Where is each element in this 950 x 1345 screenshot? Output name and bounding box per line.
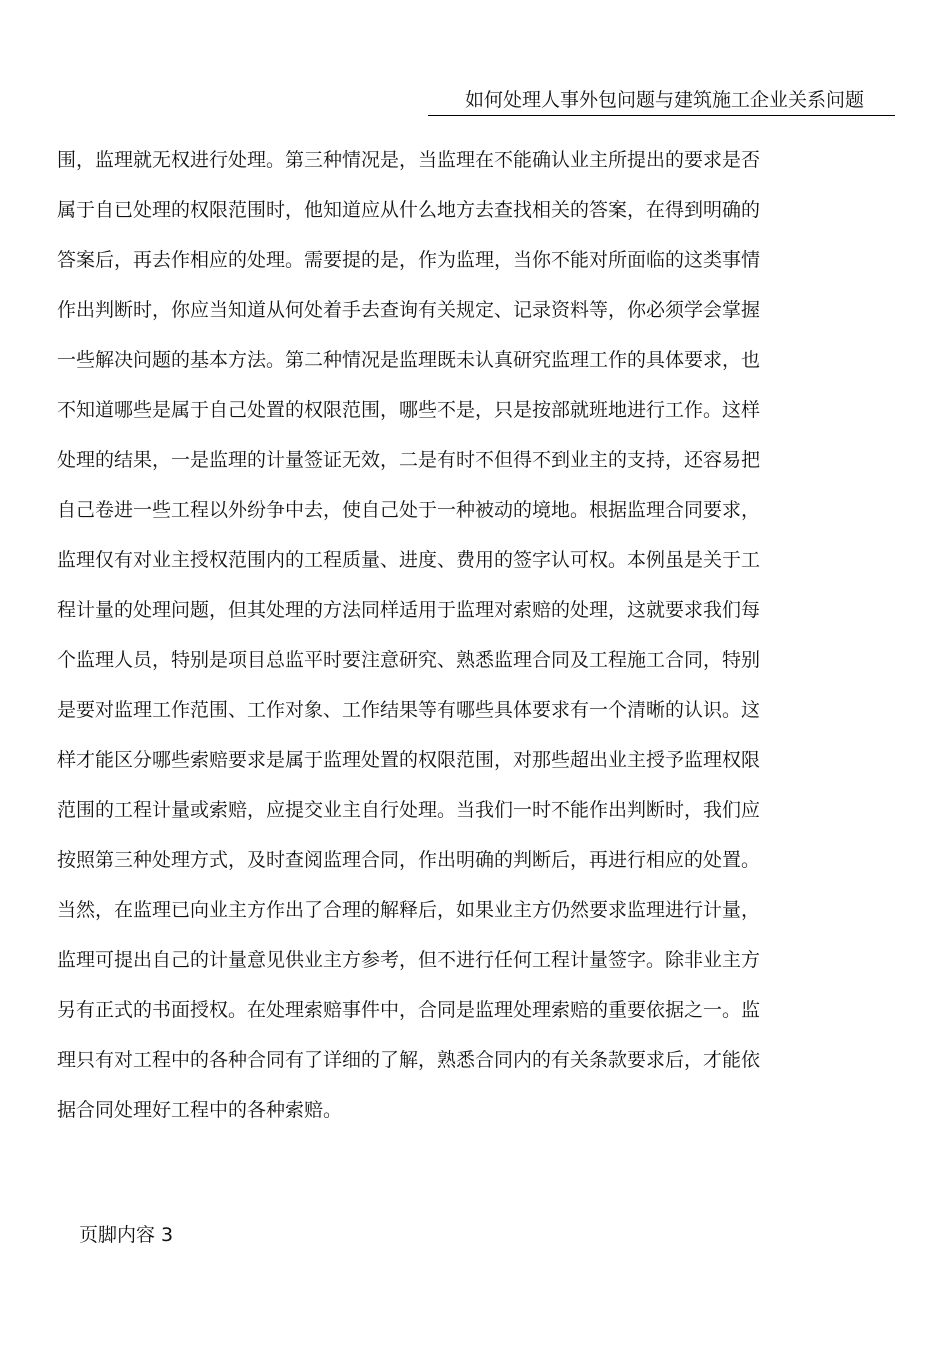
text-line: 作出判断时，你应当知道从何处着手去查询有关规定、记录资料等，你必须学会掌握 <box>57 299 761 321</box>
text-line: 当然，在监理已向业主方作出了合理的解释后，如果业主方仍然要求监理进行计量， <box>57 899 761 921</box>
body-text <box>57 147 837 1147</box>
text-line: 监理可提出自己的计量意见供业主方参考，但不进行任何工程计量签字。除非业主方 <box>57 949 761 971</box>
text-line: 围，监理就无权进行处理。第三种情况是，当监理在不能确认业主所提出的要求是否 <box>57 149 761 171</box>
text-line: 个监理人员，特别是项目总监平时要注意研究、熟悉监理合同及工程施工合同，特别 <box>57 649 761 671</box>
text-line: 一些解决问题的基本方法。第二种情况是监理既未认真研究监理工作的具体要求，也 <box>57 349 761 371</box>
text-line: 答案后，再去作相应的处理。需要提的是，作为监理，当你不能对所面临的这类事情 <box>57 249 761 271</box>
text-line: 不知道哪些是属于自己处置的权限范围，哪些不是，只是按部就班地进行工作。这样 <box>57 399 761 421</box>
text-line: 样才能区分哪些索赔要求是属于监理处置的权限范围，对那些超出业主授予监理权限 <box>57 749 761 771</box>
text-line: 程计量的处理问题，但其处理的方法同样适用于监理对索赔的处理，这就要求我们每 <box>57 599 761 621</box>
text-line: 范围的工程计量或索赔，应提交业主自行处理。当我们一时不能作出判断时，我们应 <box>57 799 761 821</box>
text-line: 另有正式的书面授权。在处理索赔事件中，合同是监理处理索赔的重要依据之一。监 <box>57 999 761 1021</box>
text-line: 按照第三种处理方式，及时查阅监理合同，作出明确的判断后，再进行相应的处置。 <box>57 849 761 871</box>
text-line: 据合同处理好工程中的各种索赔。 <box>57 1099 343 1121</box>
text-line: 监理仅有对业主授权范围内的工程质量、进度、费用的签字认可权。本例虽是关于工 <box>57 549 761 571</box>
text-line: 是要对监理工作范围、工作对象、工作结果等有哪些具体要求有一个清晰的认识。这 <box>57 699 761 721</box>
page-header: 如何处理人事外包问题与建筑施工企业关系问题 <box>464 89 864 111</box>
header-rule <box>428 115 895 116</box>
text-line: 处理的结果，一是监理的计量签证无效，二是有时不但得不到业主的支持，还容易把 <box>57 449 761 471</box>
text-line: 自己卷进一些工程以外纷争中去，使自己处于一种被动的境地。根据监理合同要求， <box>57 499 761 521</box>
text-line: 属于自已处理的权限范围时，他知道应从什么地方去查找相关的答案，在得到明确的 <box>57 199 761 221</box>
page-footer: 页脚内容 3 <box>79 1224 174 1246</box>
text-line: 理只有对工程中的各种合同有了详细的了解，熟悉合同内的有关条款要求后，才能依 <box>57 1049 761 1071</box>
